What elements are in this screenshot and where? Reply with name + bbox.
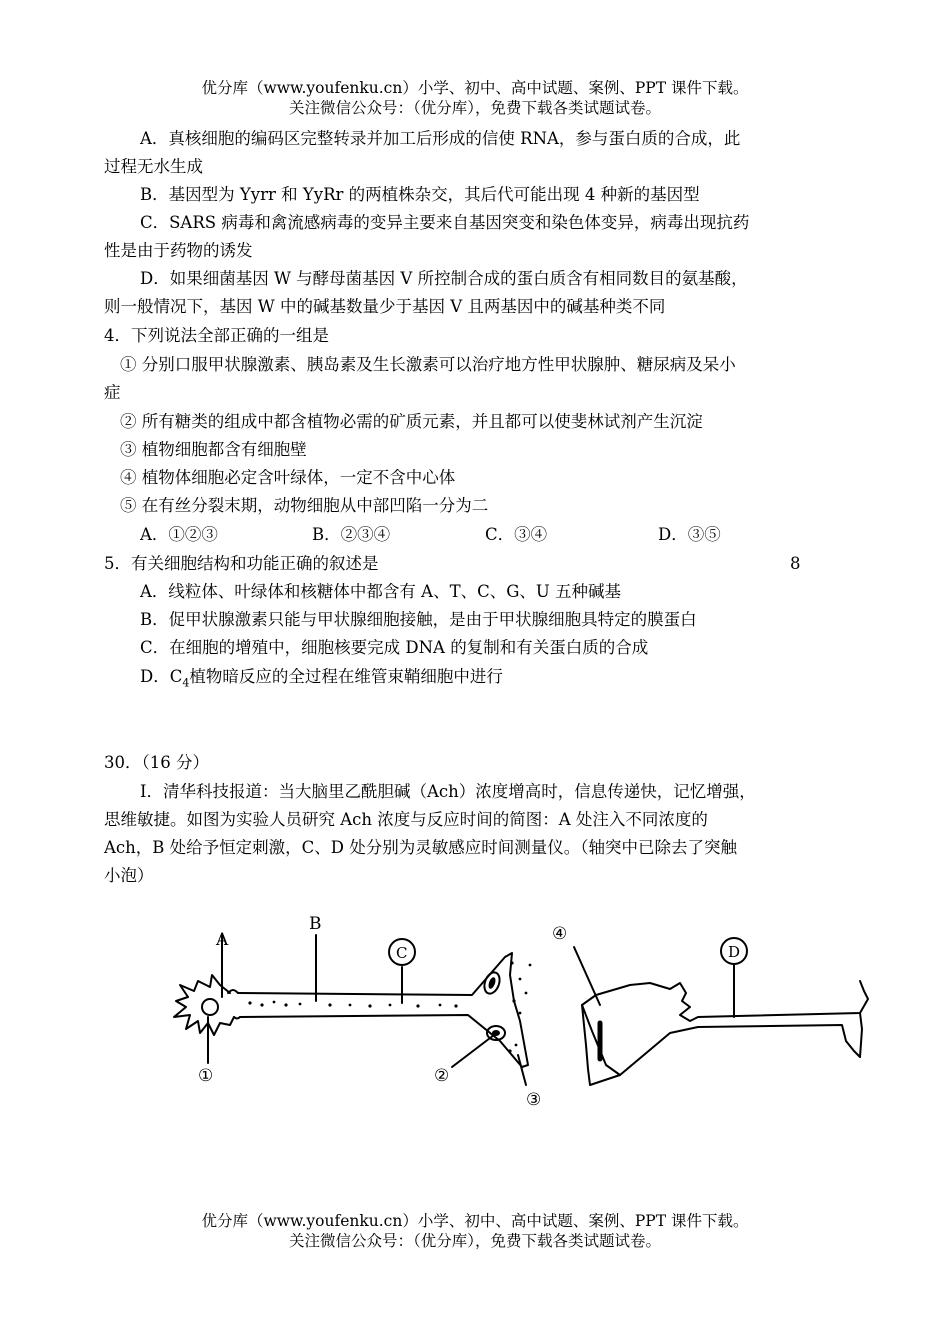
q4-option-b: B．②③④ <box>312 525 391 544</box>
q4-option-a: A．①②③ <box>140 525 218 544</box>
label-circled-2: ② <box>434 1066 450 1086</box>
q5-option-d: D．$C_4$植物暗反应的全过程在维管束鞘细胞中进行 <box>140 667 503 690</box>
q30-paragraph-line-1: I．清华科技报道：当大脑里乙酰胆碱（Ach）浓度增高时，信息传递快，记忆增强， <box>140 782 756 801</box>
label-d: D <box>728 943 741 961</box>
q3-option-d-line-1: D．如果细菌基因 W 与酵母菌基因 V 所控制合成的蛋白质含有相同数目的氨基酸， <box>140 269 748 288</box>
q4-statement-3: ③ 植物细胞都含有细胞壁 <box>120 440 307 459</box>
q3-option-d-line-2: 则一般情况下，基因 W 中的碱基数量少于基因 V 且两基因中的碱基种类不同 <box>104 297 666 316</box>
q5-option-a: A．线粒体、叶绿体和核糖体中都含有 A、T、C、G、U 五种碱基 <box>140 582 622 601</box>
q3-option-b: B．基因型为 Yyrr 和 YyRr 的两植株杂交，其后代可能出现 4 种新的基因型 <box>140 185 700 204</box>
axon-bottom-edge <box>240 1015 522 1067</box>
q30-paragraph-line-4: 小泡） <box>104 866 154 885</box>
q3-option-c-line-2: 性是由于药物的诱发 <box>104 241 253 260</box>
label-a: A <box>216 930 229 950</box>
q4-statement-2: ② 所有糖类的组成中都含植物必需的矿质元素，并且都可以使斐林试剂产生沉淀 <box>120 412 703 431</box>
q4-stem: 4．下列说法全部正确的一组是 <box>104 326 329 345</box>
label-c: C <box>396 944 408 962</box>
right-neuron-body <box>582 981 868 1021</box>
q4-statement-4: ④ 植物体细胞必定含叶绿体，一定不含中心体 <box>120 468 456 487</box>
label-circled-4: ④ <box>552 924 568 944</box>
footer-line-1: 优分库（www.youfenku.cn）小学、初中、高中试题、案例、PPT 课件下载。 <box>201 1212 749 1230</box>
q5-option-c: C．在细胞的增殖中，细胞核要完成 DNA 的复制和有关蛋白质的合成 <box>140 638 649 657</box>
q5-stem: 5．有关细胞结构和功能正确的叙述是 <box>104 554 379 573</box>
q3-option-a-line-1: A．真核细胞的编码区完整转录并加工后形成的信使 RNA，参与蛋白质的合成，此 <box>140 129 741 148</box>
q3-option-a-line-2: 过程无水生成 <box>104 157 203 176</box>
label-b: B <box>309 914 322 934</box>
q4-statement-1-line-1: ① 分别口服甲状腺激素、胰岛素及生长激素可以治疗地方性甲状腺肿、糖尿病及呆小 <box>120 355 736 374</box>
header-line-1: 优分库（www.youfenku.cn）小学、初中、高中试题、案例、PPT 课件下载。 <box>201 79 749 97</box>
page-number: 8 <box>790 554 801 573</box>
subscript-4: 4 <box>182 676 190 690</box>
label-circled-3: ③ <box>526 1090 542 1110</box>
footer-line-2: 关注微信公众号：（优分库），免费下载各类试题试卷。 <box>288 1232 661 1250</box>
label-circled-1: ① <box>198 1066 214 1086</box>
q4-statement-5: ⑤ 在有丝分裂末期，动物细胞从中部凹陷一分为二 <box>120 496 489 515</box>
q30-paragraph-line-3: Ach，B 处给予恒定刺激，C、D 处分别为灵敏感应时间测量仪。（轴突中已除去了突触 <box>104 838 738 857</box>
q30-title: 30．（16 分） <box>104 753 209 772</box>
header-line-2: 关注微信公众号：（优分库），免费下载各类试题试卷。 <box>288 99 661 117</box>
q3-option-c-line-1: C．SARS 病毒和禽流感病毒的变异主要来自基因突变和染色体变异，病毒出现抗药 <box>140 213 750 232</box>
neuron-diagram <box>150 905 880 1125</box>
axon-top-edge <box>238 953 528 1067</box>
q5-option-b: B．促甲状腺激素只能与甲状腺细胞接触，是由于甲状腺细胞具特定的膜蛋白 <box>140 610 697 629</box>
q4-option-c: C．③④ <box>485 525 548 544</box>
q30-paragraph-line-2: 思维敏捷。如图为实验人员研究 Ach 浓度与反应时间的简图：A 处注入不同浓度的 <box>104 810 708 829</box>
left-neuron-dendrites <box>174 975 234 1035</box>
q4-option-d: D．③⑤ <box>658 525 721 544</box>
q4-statement-1-line-2: 症 <box>104 383 121 402</box>
